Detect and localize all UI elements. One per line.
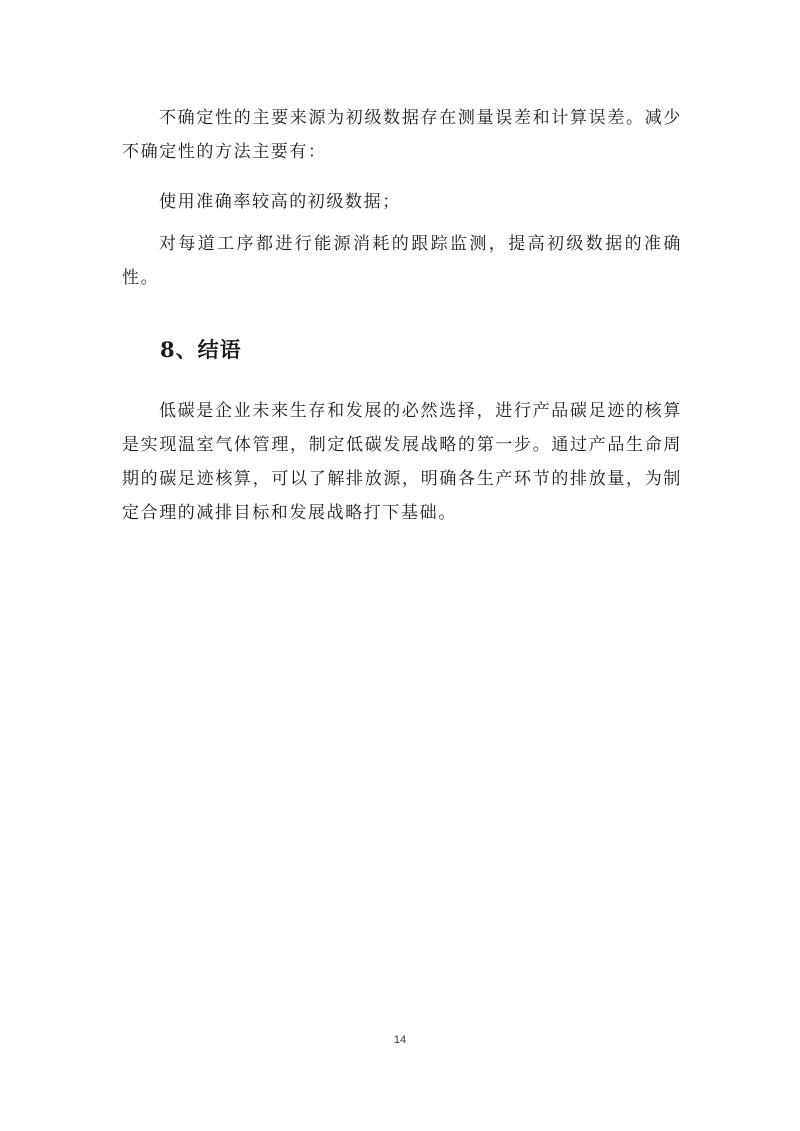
paragraph-method-1: 使用准确率较高的初级数据； (159, 192, 401, 212)
paragraph-method-2: 对每道工序都进行能源消耗的跟踪监测，提高初级数据的准确性。 (122, 234, 682, 288)
paragraph-uncertainty-sources: 不确定性的主要来源为初级数据存在测量误差和计算误差。减少不确定性的方法主要有： (122, 108, 682, 162)
section-heading-conclusion: 8、结语 (160, 337, 242, 362)
paragraph-conclusion: 低碳是企业未来生存和发展的必然选择，进行产品碳足迹的核算是实现温室气体管理，制定低碳发展战略的第一步。通过产品生命周期的碳足迹核算，可以了解排放源，明确各生产环节的排放量，为制定合理的减排目标和发展战略打下基础。 (122, 401, 682, 523)
page-number: 14 (393, 1034, 407, 1046)
